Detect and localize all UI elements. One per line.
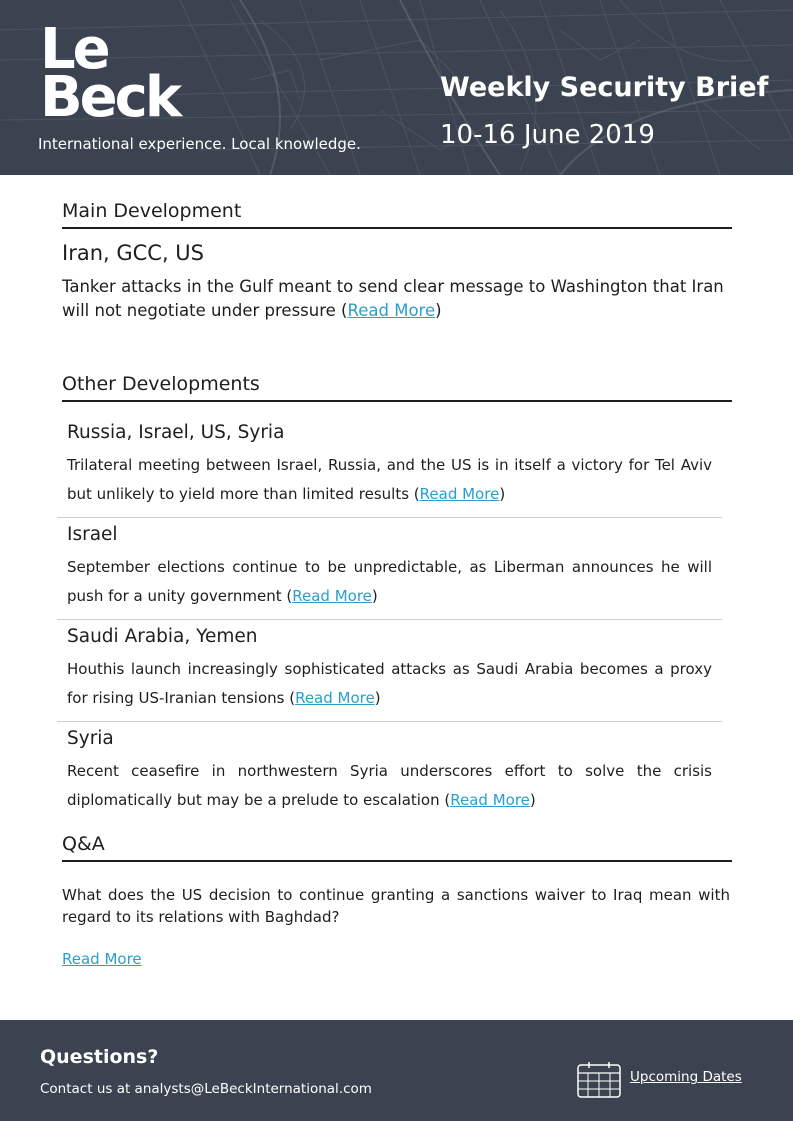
- item-summary: September elections continue to be unpredictable, as Liberman announces he will push for a unity government: [67, 558, 712, 605]
- logo-line-2: Beck: [40, 65, 180, 130]
- main-development-section: [62, 200, 732, 323]
- footer-title: Questions?: [40, 1046, 159, 1068]
- main-development-text: Tanker attacks in the Gulf meant to send clear message to Washington that Iran will not negotiate under pressure (Read More): [62, 277, 724, 320]
- item-region: Israel: [67, 524, 118, 545]
- qa-section: [62, 833, 732, 968]
- main-development-region: Iran, GCC, US: [62, 241, 205, 265]
- list-item: [57, 620, 722, 722]
- item-text: Houthis launch increasingly sophisticated attacks as Saudi Arabia becomes a proxy for rising US-Iranian tensions (Read More): [67, 660, 712, 707]
- item-summary: Trilateral meeting between Israel, Russia, and the US is in itself a victory for Tel Aviv but unlikely to yield more than limited results: [67, 456, 712, 503]
- upcoming-dates-link[interactable]: Upcoming Dates: [630, 1069, 742, 1085]
- main-development-summary: Tanker attacks in the Gulf meant to send clear message to Washington that Iran will not negotiate under pressure: [62, 277, 724, 320]
- company-logo: [40, 17, 180, 130]
- read-more-link[interactable]: Read More: [295, 689, 375, 707]
- item-text: Recent ceasefire in northwestern Syria underscores effort to solve the crisis diplomatically but may be a prelude to escalation (Read More): [67, 762, 712, 809]
- list-item: [57, 518, 722, 620]
- read-more-link[interactable]: Read More: [419, 485, 500, 503]
- item-region: Russia, Israel, US, Syria: [67, 422, 285, 443]
- footer-contact: Contact us at analysts@LeBeckInternational.com: [40, 1081, 372, 1097]
- logo-line-1: Le: [40, 17, 108, 82]
- tagline: International experience. Local knowledge.: [38, 135, 361, 153]
- item-region: Saudi Arabia, Yemen: [67, 626, 258, 647]
- qa-read-more-link[interactable]: Read More: [62, 950, 142, 968]
- qa-question: What does the US decision to continue granting a sanctions waiver to Iraq mean with regard to its relations with Baghdad?: [62, 886, 730, 926]
- other-developments-heading: Other Developments: [62, 373, 732, 402]
- item-summary: Houthis launch increasingly sophisticated attacks as Saudi Arabia becomes a proxy for rising US-Iranian tensions: [67, 660, 712, 707]
- read-more-link[interactable]: Read More: [292, 587, 372, 605]
- footer: [0, 1020, 793, 1121]
- brief-content: [62, 200, 732, 968]
- item-text: September elections continue to be unpredictable, as Liberman announces he will push for a unity government (Read More): [67, 558, 712, 605]
- list-item: [57, 416, 722, 518]
- other-developments-section: [62, 373, 732, 823]
- main-development-read-more-link[interactable]: Read More: [347, 301, 436, 320]
- brief-title: Weekly Security Brief: [440, 72, 769, 103]
- other-developments-list: [57, 416, 722, 823]
- list-item: [57, 722, 722, 823]
- item-summary: Recent ceasefire in northwestern Syria underscores effort to solve the crisis diplomatically but may be a prelude to escalation: [67, 762, 712, 809]
- brief-date: 10-16 June 2019: [440, 120, 655, 150]
- read-more-link[interactable]: Read More: [450, 791, 530, 809]
- header-banner: [0, 0, 793, 175]
- calendar-icon[interactable]: [577, 1062, 621, 1098]
- item-region: Syria: [67, 728, 114, 749]
- item-text: Trilateral meeting between Israel, Russia, and the US is in itself a victory for Tel Aviv but unlikely to yield more than limited results (Read More): [67, 456, 712, 503]
- main-development-heading: Main Development: [62, 200, 732, 229]
- qa-heading: Q&A: [62, 833, 732, 862]
